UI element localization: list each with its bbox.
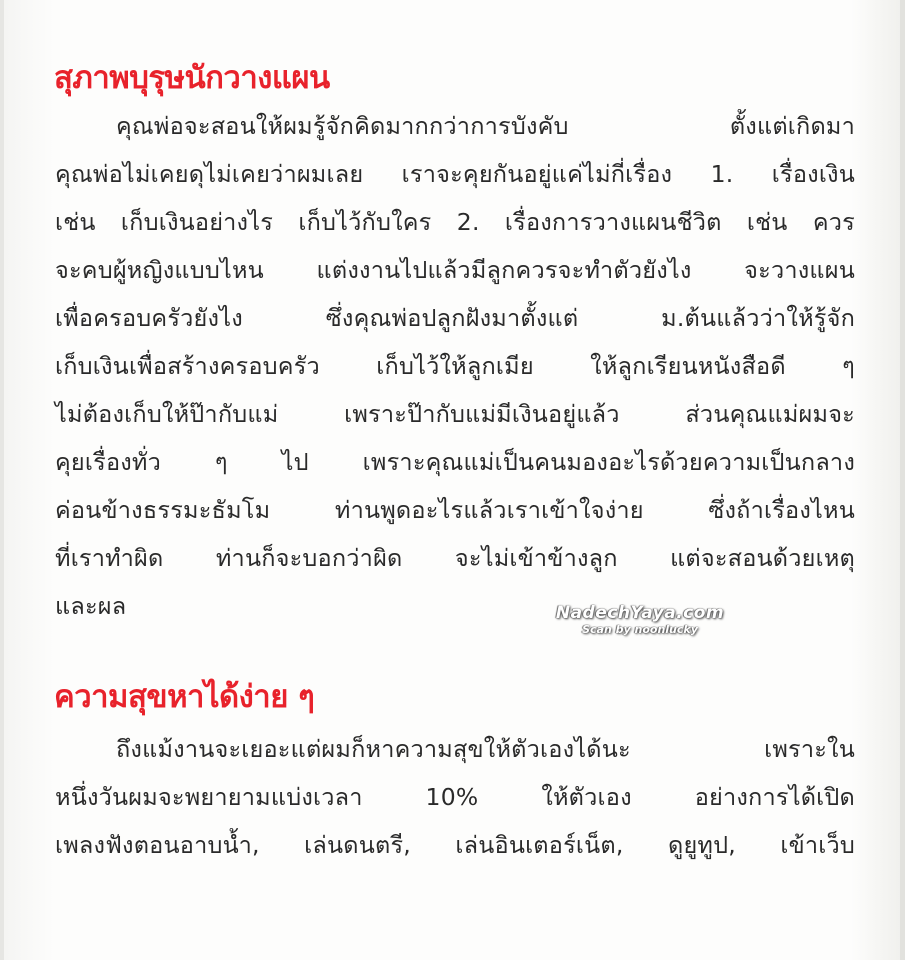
scan-watermark [550,603,730,636]
body-line: จะคบผู้หญิงแบบไหน แต่งงานไปแล้วมีลูกควรจะทำตัวยังไง จะวางแผน [55,256,855,284]
body-line: คุณพ่อไม่เคยดุไม่เคยว่าผมเลย เราจะคุยกันอยู่แค่ไม่กี่เรื่อง 1. เรื่องเงิน [55,160,855,188]
section-body-planner [55,102,855,630]
body-line: เช่น เก็บเงินอย่างไร เก็บไว้กับใคร 2. เรื่องการวางแผนชีวิต เช่น ควร [55,208,855,236]
body-line: ไม่ต้องเก็บให้ป๊ากับแม่ เพราะป๊ากับแม่มีเงินอยู่แล้ว ส่วนคุณแม่ผมจะ [55,400,855,428]
page-edge-left [0,0,4,960]
watermark-site: NadechYaya.com [555,603,725,623]
body-line: เพื่อครอบครัวยังไง ซึ่งคุณพ่อปลูกฝังมาตั้งแต่ ม.ต้นแล้วว่าให้รู้จัก [55,304,855,332]
body-line: เพลงฟังตอนอาบน้ำ, เล่นดนตรี, เล่นอินเตอร์เน็ต, ดูยูทูป, เข้าเว็บ [55,831,855,859]
body-line: และผล [55,592,127,620]
body-line: ค่อนข้างธรรมะธัมโม ท่านพูดอะไรแล้วเราเข้าใจง่าย ซึ่งถ้าเรื่องไหน [55,496,855,524]
section-heading-planner: สุภาพบุรุษนักวางแผน [54,60,330,96]
body-line: คุณพ่อจะสอนให้ผมรู้จักคิดมากกว่าการบังคับ ตั้งแต่เกิดมา [116,112,855,140]
section-body-happiness [55,725,855,869]
watermark-credit: Scan by noonlucky [582,623,698,636]
section-heading-happiness: ความสุขหาได้ง่าย ๆ [54,679,315,715]
body-line: คุยเรื่องทั่ว ๆ ไป เพราะคุณแม่เป็นคนมองอะไรด้วยความเป็นกลาง [55,448,855,476]
body-line: ที่เราทำผิด ท่านก็จะบอกว่าผิด จะไม่เข้าข้างลูก แต่จะสอนด้วยเหตุ [55,544,855,572]
page-edge-right [900,0,905,960]
body-line: เก็บเงินเพื่อสร้างครอบครัว เก็บไว้ให้ลูกเมีย ให้ลูกเรียนหนังสือดี ๆ [55,352,855,380]
body-line: ถึงแม้งานจะเยอะแต่ผมก็หาความสุขให้ตัวเองได้นะ เพราะใน [116,735,855,763]
body-line: หนึ่งวันผมจะพยายามแบ่งเวลา 10% ให้ตัวเอง อย่างการได้เปิด [55,783,855,811]
